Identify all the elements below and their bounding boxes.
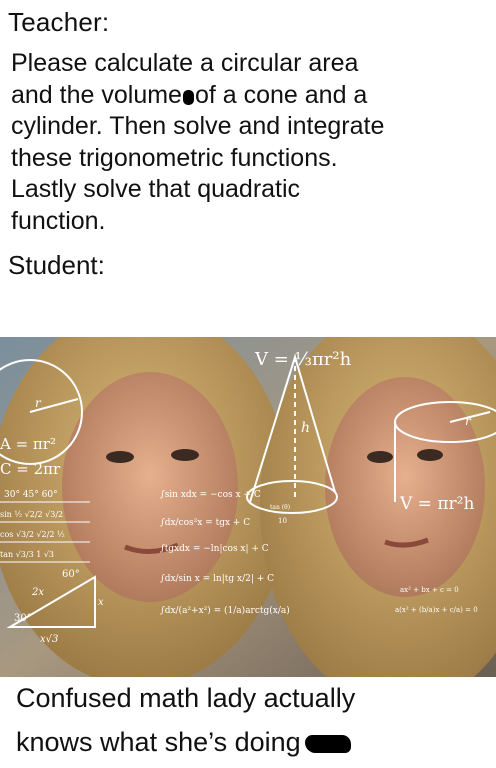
meme-illustration xyxy=(0,337,496,677)
trig-cos-row: cos √3/2 √2/2 ½ xyxy=(0,530,65,539)
radius-label-left: r xyxy=(35,396,41,410)
bottom-caption xyxy=(16,676,486,764)
face-left xyxy=(62,372,238,602)
tan-label: tan (θ) xyxy=(270,504,291,511)
teacher-line-part: and the volume xyxy=(11,80,182,109)
integral-1: ∫sin xdx = −cos x + C xyxy=(160,490,261,500)
teacher-line xyxy=(11,80,488,112)
bottom-caption-text: knows what she’s doing xyxy=(16,727,301,757)
quadratic-2: a(x² + (b/a)x + c/a) = 0 xyxy=(395,606,478,614)
cone-volume: V = ⅓πr²h xyxy=(255,349,352,370)
triangle-side-x: x xyxy=(98,597,104,608)
integral-4: ∫dx/sin x = ln|tg x/2| + C xyxy=(160,574,275,584)
teacher-line: Lastly solve that quadratic xyxy=(11,175,301,203)
redaction-mark xyxy=(183,90,194,105)
trig-sin-row: sin ½ √2/2 √3/2 xyxy=(0,510,64,519)
integral-3: ∫tgxdx = −ln|cos x| + C xyxy=(160,544,269,554)
trig-tan-row: tan √3/3 1 √3 xyxy=(0,550,55,559)
student-label: Student: xyxy=(8,250,105,280)
meme-image xyxy=(0,337,496,677)
area-formula: A = πr² xyxy=(0,435,56,453)
bottom-caption-line xyxy=(16,720,486,764)
teacher-line: function. xyxy=(11,206,106,235)
redaction-mark xyxy=(305,735,351,753)
bottom-caption-line: Confused math lady actually xyxy=(16,683,356,713)
integral-5: ∫dx/(a²+x²) = (1/a)arctg(x/a) xyxy=(160,606,290,616)
teacher-line-part: of a cone and a xyxy=(194,80,368,109)
integral-2: ∫dx/cos²x = tgx + C xyxy=(160,518,251,528)
triangle-angle-60: 60° xyxy=(62,569,80,580)
teacher-line: these trigonometric functions. xyxy=(11,143,338,172)
teacher-line: cylinder. Then solve and integrate xyxy=(11,112,385,140)
radius-label-right: r xyxy=(465,414,471,428)
triangle-angle-30: 30° xyxy=(14,613,32,624)
teacher-label: Teacher: xyxy=(8,7,110,37)
triangle-side-2x: 2x xyxy=(32,587,45,598)
teacher-line: Please calculate a circular area xyxy=(11,49,359,77)
height-label: h xyxy=(301,420,311,436)
top-caption xyxy=(8,0,488,281)
quadratic-1: ax² + bx + c = 0 xyxy=(400,586,459,594)
cylinder-volume: V = πr²h xyxy=(400,494,475,514)
teacher-text xyxy=(8,48,488,237)
circumference-formula: C = 2πr xyxy=(0,460,61,478)
triangle-side-xroot3: x√3 xyxy=(40,634,59,645)
tan-value: 10 xyxy=(278,517,287,525)
trig-header: 30° 45° 60° xyxy=(4,490,58,500)
